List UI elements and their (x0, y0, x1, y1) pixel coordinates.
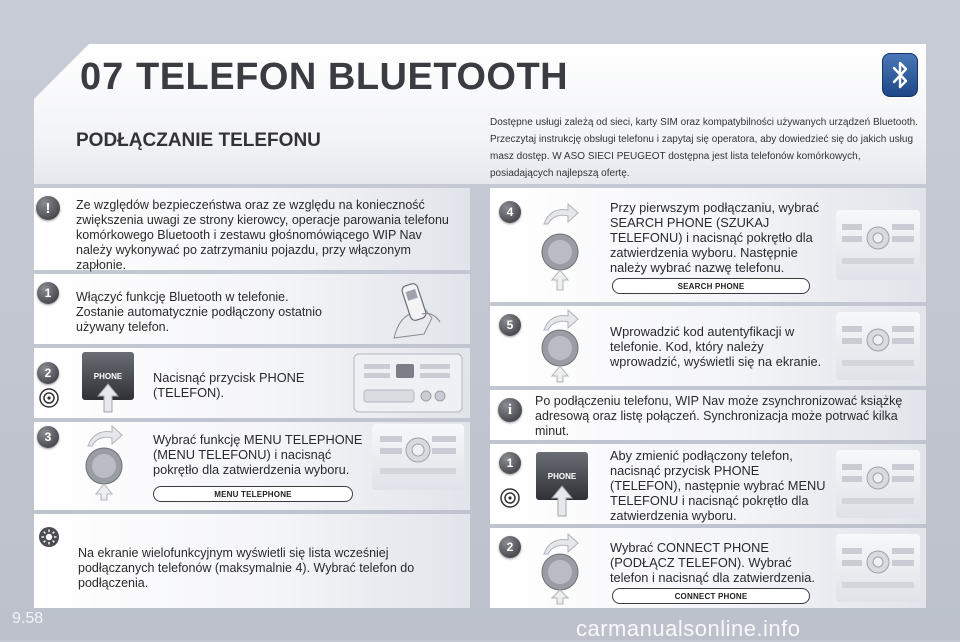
page-number: 9.58 (12, 610, 44, 627)
car-radio-illustration (372, 424, 464, 490)
car-radio-illustration (836, 450, 920, 518)
car-radio-illustration (836, 312, 920, 380)
warning-text: Ze względów bezpieczeństwa oraz ze względu na konieczność zwiększenia uwagi ze strony kierowcy, operacje parowania telefonu komórkowego Bluetooth i zestawu głośnomówiącego WIP Nav należy wykonywać po zatrzymaniu pojazdu, przy włączonym zapłonie. (76, 198, 449, 272)
step-number-badge: 3 (37, 426, 59, 448)
step-2-text: Nacisnąć przycisk PHONE (TELEFON). (153, 370, 305, 400)
rotary-knob-icon (84, 446, 124, 502)
step-number-badge: 5 (499, 314, 521, 336)
bluetooth-icon (882, 53, 918, 97)
section-title: PODŁĄCZANIE TELEFONU (76, 130, 321, 151)
step-1-text: Włączyć funkcję Bluetooth w telefonie. Zostanie automatycznie podłączony ostatnio używany telefon. (76, 290, 322, 334)
car-radio-illustration (836, 210, 920, 280)
rotary-knob-icon (540, 328, 580, 384)
phone-button[interactable]: PHONE (536, 452, 588, 500)
change-step-2-text: Wybrać CONNECT PHONE (PODŁĄCZ TELEFON). Wybrać telefon i nacisnąć dla zatwierdzenia. (610, 540, 815, 585)
change-step-1-text: Aby zmienić podłączony telefon, nacisnąć przycisk PHONE (TELEFON), następnie wybrać MENU TELEFONU i nacisnąć pokrętło dla zatwierdzenia wyboru. (610, 448, 826, 523)
press-arrow-icon (96, 382, 120, 414)
rotary-knob-icon (540, 552, 580, 606)
step-number-badge: 4 (499, 201, 521, 223)
step-4-text: Przy pierwszym podłączaniu, wybrać SEARCH PHONE (SZUKAJ TELEFONU) i nacisnąć pokrętło dla zatwierdzenia wyboru. Następnie należy wybrać nazwę telefonu. (610, 200, 820, 275)
step-5-text: Wprowadzić kod autentyfikacji w telefonie. Kod, który należy wprowadzić, wyświetli się na ekranie. (610, 324, 822, 369)
rotary-knob-icon (540, 232, 580, 292)
step-number-badge: 2 (499, 536, 521, 558)
step-number-badge: 2 (37, 362, 59, 384)
phone-in-hand-illustration (388, 278, 460, 340)
knob-icon (500, 488, 520, 508)
page-title: TELEFON BLUETOOTH (136, 56, 569, 98)
car-radio-illustration (836, 534, 920, 602)
car-radio-illustration (352, 352, 464, 414)
intro-text: Dostępne usługi zależą od sieci, karty SIM oraz kompatybilności używanych urządzeń Bluetooth. Przeczytaj instrukcję obsługi telefonu i zapytaj się operatora, aby dowiedzieć się do jakich usług masz dostęp. W ASO SIECI PEUGEOT dostępna jest lista telefonów komórkowych, posiadających najlepszą ofertę. (490, 117, 918, 179)
tip-text: Na ekranie wielofunkcyjnym wyświetli się lista wcześniej podłączanych telefonów (maksymalnie 4). Wybrać telefon do podłączenia. (78, 546, 415, 590)
connect-phone-button[interactable]: CONNECT PHONE (612, 588, 810, 604)
step-3-text: Wybrać funkcję MENU TELEPHONE (MENU TELEFONU) i nacisnąć pokrętło dla zatwierdzenia wyboru. (153, 432, 363, 477)
turn-arrow-icon (540, 200, 580, 226)
info-text: Po podłączeniu telefonu, WIP Nav może zsynchronizować książkę adresową oraz listę połączeń. Synchronizacja może potrwać kilka minut. (535, 394, 903, 438)
step-number-badge: 1 (499, 452, 521, 474)
info-icon: i (498, 398, 522, 422)
knob-icon (39, 388, 59, 408)
warning-icon: ! (36, 196, 60, 220)
watermark: carmanualsonline.info (576, 616, 801, 641)
sun-icon (38, 526, 60, 548)
phone-button[interactable]: PHONE (82, 352, 134, 400)
chapter-number: 07 (80, 56, 125, 98)
press-arrow-icon (550, 484, 574, 518)
turn-arrow-icon (84, 422, 124, 448)
menu-telephone-button[interactable]: MENU TELEPHONE (153, 486, 353, 502)
search-phone-button[interactable]: SEARCH PHONE (612, 278, 810, 294)
step-number-badge: 1 (37, 282, 59, 304)
